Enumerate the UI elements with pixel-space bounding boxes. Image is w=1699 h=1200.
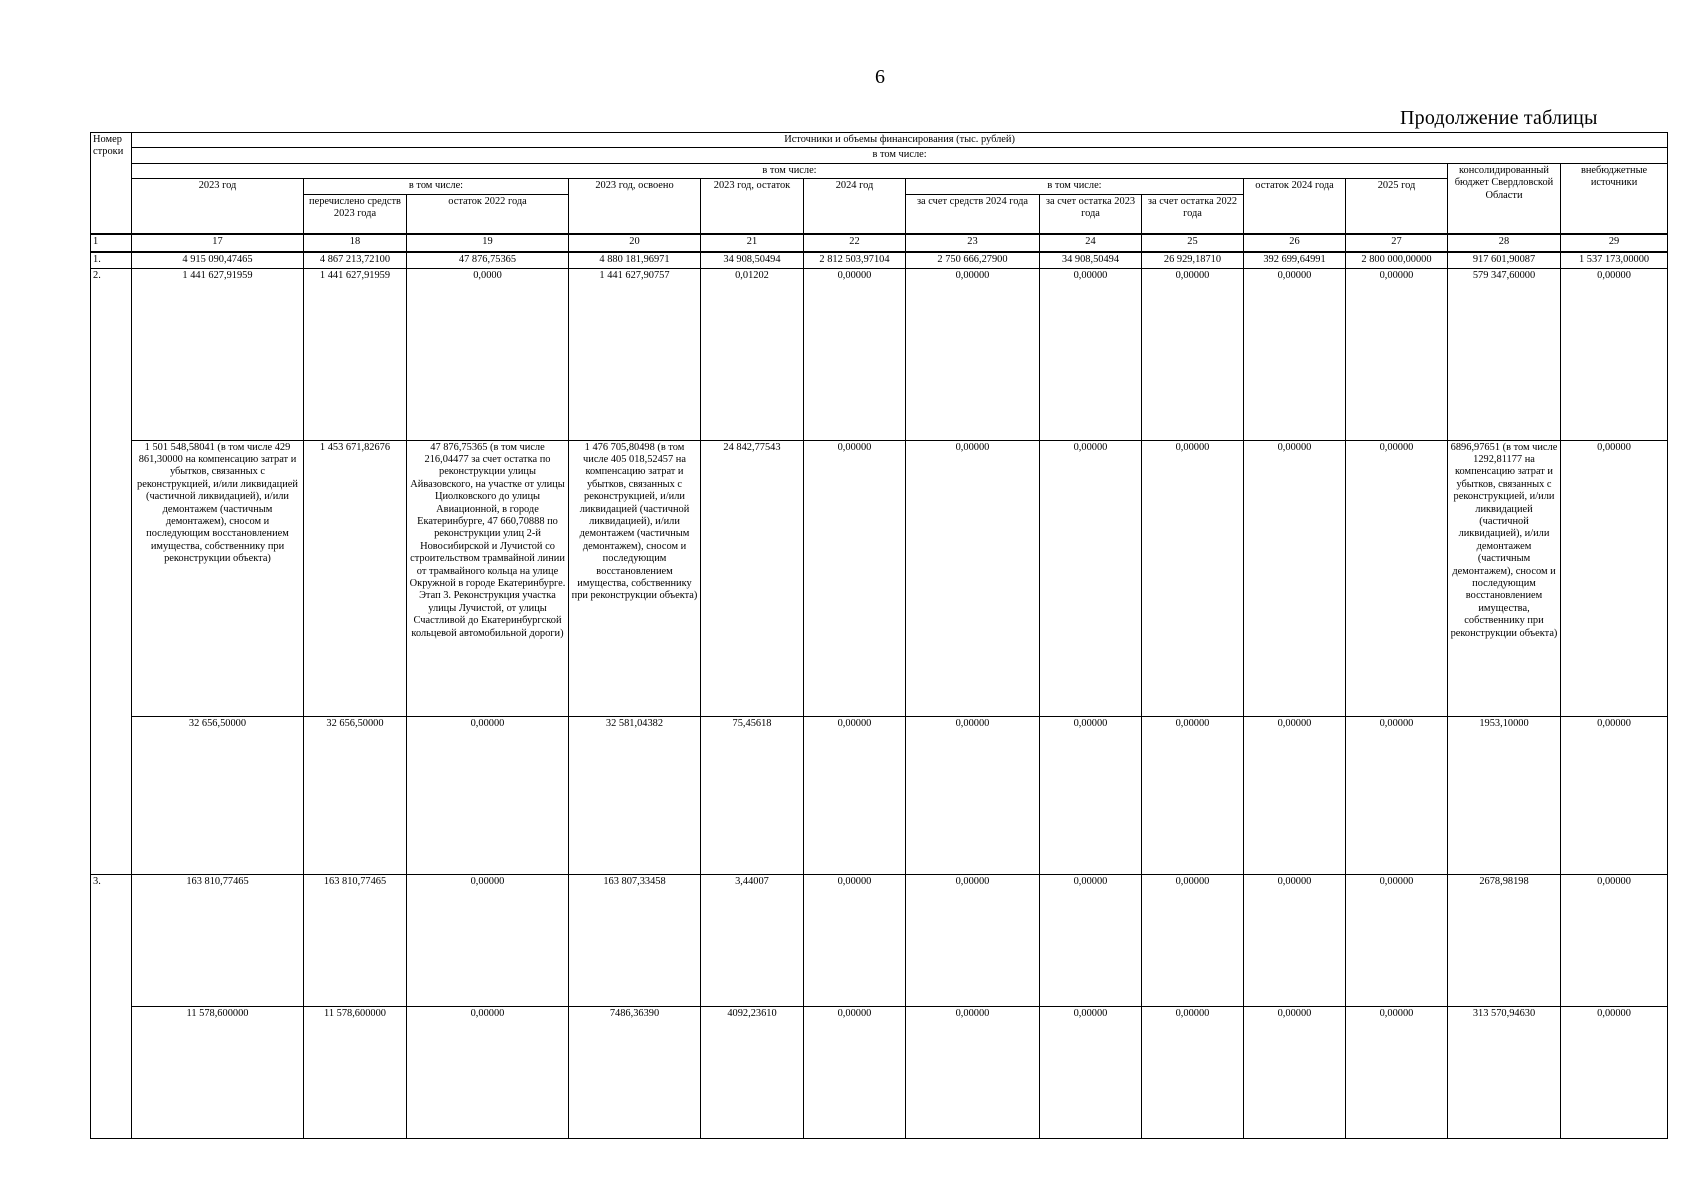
table-cell: 0,00000 bbox=[407, 716, 569, 874]
table-cell: 1 453 671,82676 bbox=[304, 440, 407, 716]
table-cell: 34 908,50494 bbox=[1040, 252, 1142, 268]
table-cell: 1953,10000 bbox=[1448, 716, 1561, 874]
table-cell: 11 578,600000 bbox=[132, 1006, 304, 1138]
table-cell: 24 842,77543 bbox=[701, 440, 804, 716]
table-cell: 0,00000 bbox=[1040, 440, 1142, 716]
table-cell: 75,45618 bbox=[701, 716, 804, 874]
table-cell: 163 810,77465 bbox=[132, 874, 304, 1006]
table-cell: 32 656,50000 bbox=[132, 716, 304, 874]
table-cell: 0,00000 bbox=[804, 874, 906, 1006]
table-cell: 47 876,75365 (в том числе 216,04477 за счет остатка по реконструкции улицы Айвазовского, на участке от улицы Циолковского до улицы Авиационной, в городе Екатеринбурге, 47 660,70888 по реконструкции улиц 2-й Новосибирской и Лучистой со строительством трамвайной линии от трамвайного кольца на улице Окружной в городе Екатеринбурге. Этап 3. Реконструкция участка улицы Лучистой, от улицы Счастливой до Екатеринбургской кольцевой автомобильной дороги) bbox=[407, 440, 569, 716]
table-cell: 1 441 627,91959 bbox=[304, 268, 407, 440]
table-cell: 26 929,18710 bbox=[1142, 252, 1244, 268]
table-cell: 579 347,60000 bbox=[1448, 268, 1561, 440]
table-cell: 2678,98198 bbox=[1448, 874, 1561, 1006]
header-incl-2: в том числе: bbox=[132, 163, 1448, 178]
header-rest-2022: за счет остатка 2022 года bbox=[1142, 194, 1244, 234]
header-remainder-2022: остаток 2022 года bbox=[407, 194, 569, 234]
table-cell: 0,00000 bbox=[804, 268, 906, 440]
table-cell: 1 501 548,58041 (в том числе 429 861,30000 на компенсацию затрат и убытков, связанных с реконструкцией, и/или ликвидацией (частичной ликвидацией), и/или демонтажем (частичным демонтажем), сносом и последующим восстановлением имущества, собственнику при реконструкции объекта) bbox=[132, 440, 304, 716]
header-funds-2024: за счет средств 2024 года bbox=[906, 194, 1040, 234]
table-cell: 0,00000 bbox=[1561, 1006, 1668, 1138]
table-cell: 2 812 503,97104 bbox=[804, 252, 906, 268]
table-cell: 32 581,04382 bbox=[569, 716, 701, 874]
table-caption: Продолжение таблицы bbox=[1400, 107, 1598, 129]
table-cell: 0,00000 bbox=[906, 268, 1040, 440]
table-cell: 0,00000 bbox=[1244, 268, 1346, 440]
column-number: 19 bbox=[407, 234, 569, 252]
column-number: 25 bbox=[1142, 234, 1244, 252]
table-cell: 0,00000 bbox=[1561, 268, 1668, 440]
table-cell: 0,01202 bbox=[701, 268, 804, 440]
header-rest-2024: остаток 2024 года bbox=[1244, 179, 1346, 234]
table-cell: 0,00000 bbox=[1244, 716, 1346, 874]
table-cell: 917 601,90087 bbox=[1448, 252, 1561, 268]
table-cell: 0,00000 bbox=[1346, 268, 1448, 440]
header-year-2023: 2023 год bbox=[132, 179, 304, 234]
table-cell: 0,00000 bbox=[906, 874, 1040, 1006]
table-cell: 0,00000 bbox=[1244, 874, 1346, 1006]
table-cell: 3,44007 bbox=[701, 874, 804, 1006]
column-number: 27 bbox=[1346, 234, 1448, 252]
header-extrabudget: внебюджетные источники bbox=[1561, 163, 1668, 234]
table-cell: 313 570,94630 bbox=[1448, 1006, 1561, 1138]
table-cell: 0,00000 bbox=[1040, 1006, 1142, 1138]
column-number: 20 bbox=[569, 234, 701, 252]
table-cell: 0,00000 bbox=[1346, 1006, 1448, 1138]
table-row bbox=[91, 440, 1668, 716]
row-number: 3. bbox=[91, 874, 132, 1138]
table-cell: 0,00000 bbox=[1142, 268, 1244, 440]
table-cell: 32 656,50000 bbox=[304, 716, 407, 874]
header-incl-3: в том числе: bbox=[304, 179, 569, 194]
table-row bbox=[91, 716, 1668, 874]
header-incl-1: в том числе: bbox=[132, 148, 1668, 163]
header-year-2023-used: 2023 год, освоено bbox=[569, 179, 701, 234]
table-row bbox=[91, 1006, 1668, 1138]
table-cell: 1 537 173,00000 bbox=[1561, 252, 1668, 268]
table-cell: 0,00000 bbox=[1561, 874, 1668, 1006]
column-number: 22 bbox=[804, 234, 906, 252]
table-cell: 6896,97651 (в том числе 1292,81177 на компенсацию затрат и убытков, связанных с реконструкцией, и/или ликвидацией (частичной ликвидацией), и/или демонтажем (частичным демонтажем), сносом и последующим восстановлением имущества, собственнику при реконструкции объекта) bbox=[1448, 440, 1561, 716]
header-row-number: Номер строки bbox=[91, 133, 132, 235]
table-cell: 7486,36390 bbox=[569, 1006, 701, 1138]
table-cell: 0,0000 bbox=[407, 268, 569, 440]
table-cell: 0,00000 bbox=[1142, 716, 1244, 874]
table-cell: 0,00000 bbox=[1244, 440, 1346, 716]
table-cell: 2 800 000,00000 bbox=[1346, 252, 1448, 268]
column-number: 18 bbox=[304, 234, 407, 252]
column-number: 26 bbox=[1244, 234, 1346, 252]
column-numbers-row bbox=[91, 234, 1668, 252]
table-cell: 4 867 213,72100 bbox=[304, 252, 407, 268]
table-row bbox=[91, 252, 1668, 268]
page-number: 6 bbox=[875, 66, 885, 88]
row-number: 1. bbox=[91, 252, 132, 268]
table-cell: 0,00000 bbox=[1142, 874, 1244, 1006]
financing-table bbox=[90, 132, 1668, 1139]
table-cell: 0,00000 bbox=[1346, 440, 1448, 716]
header-consolidated: консолидированный бюджет Свердловской Области bbox=[1448, 163, 1561, 234]
header-sources: Источники и объемы финансирования (тыс. рублей) bbox=[132, 133, 1668, 148]
header-year-2025: 2025 год bbox=[1346, 179, 1448, 234]
table-cell: 4092,23610 bbox=[701, 1006, 804, 1138]
header-transferred-2023: перечислено средств 2023 года bbox=[304, 194, 407, 234]
table-cell: 1 476 705,80498 (в том числе 405 018,52457 на компенсацию затрат и убытков, связанных с реконструкцией, и/или ликвидацией (частичной ликвидацией), и/или демонтажем (частичным демонтажем), сносом и последующим восстановлением имущества, собственнику при реконструкции объекта) bbox=[569, 440, 701, 716]
table-cell: 0,00000 bbox=[1244, 1006, 1346, 1138]
column-number: 23 bbox=[906, 234, 1040, 252]
column-number: 24 bbox=[1040, 234, 1142, 252]
table-row bbox=[91, 268, 1668, 440]
table-cell: 163 810,77465 bbox=[304, 874, 407, 1006]
table-cell: 0,00000 bbox=[407, 1006, 569, 1138]
table-cell: 0,00000 bbox=[1561, 716, 1668, 874]
table-cell: 11 578,600000 bbox=[304, 1006, 407, 1138]
table-cell: 2 750 666,27900 bbox=[906, 252, 1040, 268]
row-number: 2. bbox=[91, 268, 132, 874]
table-cell: 392 699,64991 bbox=[1244, 252, 1346, 268]
table-cell: 4 915 090,47465 bbox=[132, 252, 304, 268]
column-number: 21 bbox=[701, 234, 804, 252]
table-cell: 0,00000 bbox=[906, 440, 1040, 716]
table-cell: 0,00000 bbox=[1346, 874, 1448, 1006]
table-cell: 0,00000 bbox=[1040, 716, 1142, 874]
header-rest-2023: за счет остатка 2023 года bbox=[1040, 194, 1142, 234]
table-cell: 0,00000 bbox=[906, 716, 1040, 874]
header-year-2023-rest: 2023 год, остаток bbox=[701, 179, 804, 234]
table-cell: 0,00000 bbox=[1040, 268, 1142, 440]
table-cell: 0,00000 bbox=[1142, 1006, 1244, 1138]
table-cell: 34 908,50494 bbox=[701, 252, 804, 268]
table-cell: 1 441 627,90757 bbox=[569, 268, 701, 440]
table-cell: 0,00000 bbox=[1561, 440, 1668, 716]
table-cell: 47 876,75365 bbox=[407, 252, 569, 268]
table-cell: 4 880 181,96971 bbox=[569, 252, 701, 268]
table-cell: 0,00000 bbox=[1142, 440, 1244, 716]
table-cell: 0,00000 bbox=[804, 1006, 906, 1138]
column-number: 1 bbox=[91, 234, 132, 252]
table-cell: 1 441 627,91959 bbox=[132, 268, 304, 440]
table-cell: 163 807,33458 bbox=[569, 874, 701, 1006]
column-number: 29 bbox=[1561, 234, 1668, 252]
table-cell: 0,00000 bbox=[407, 874, 569, 1006]
table-cell: 0,00000 bbox=[1346, 716, 1448, 874]
column-number: 28 bbox=[1448, 234, 1561, 252]
table-cell: 0,00000 bbox=[804, 440, 906, 716]
table-cell: 0,00000 bbox=[804, 716, 906, 874]
header-incl-4: в том числе: bbox=[906, 179, 1244, 194]
column-number: 17 bbox=[132, 234, 304, 252]
table-cell: 0,00000 bbox=[1040, 874, 1142, 1006]
table-row bbox=[91, 874, 1668, 1006]
table-cell: 0,00000 bbox=[906, 1006, 1040, 1138]
header-year-2024: 2024 год bbox=[804, 179, 906, 234]
